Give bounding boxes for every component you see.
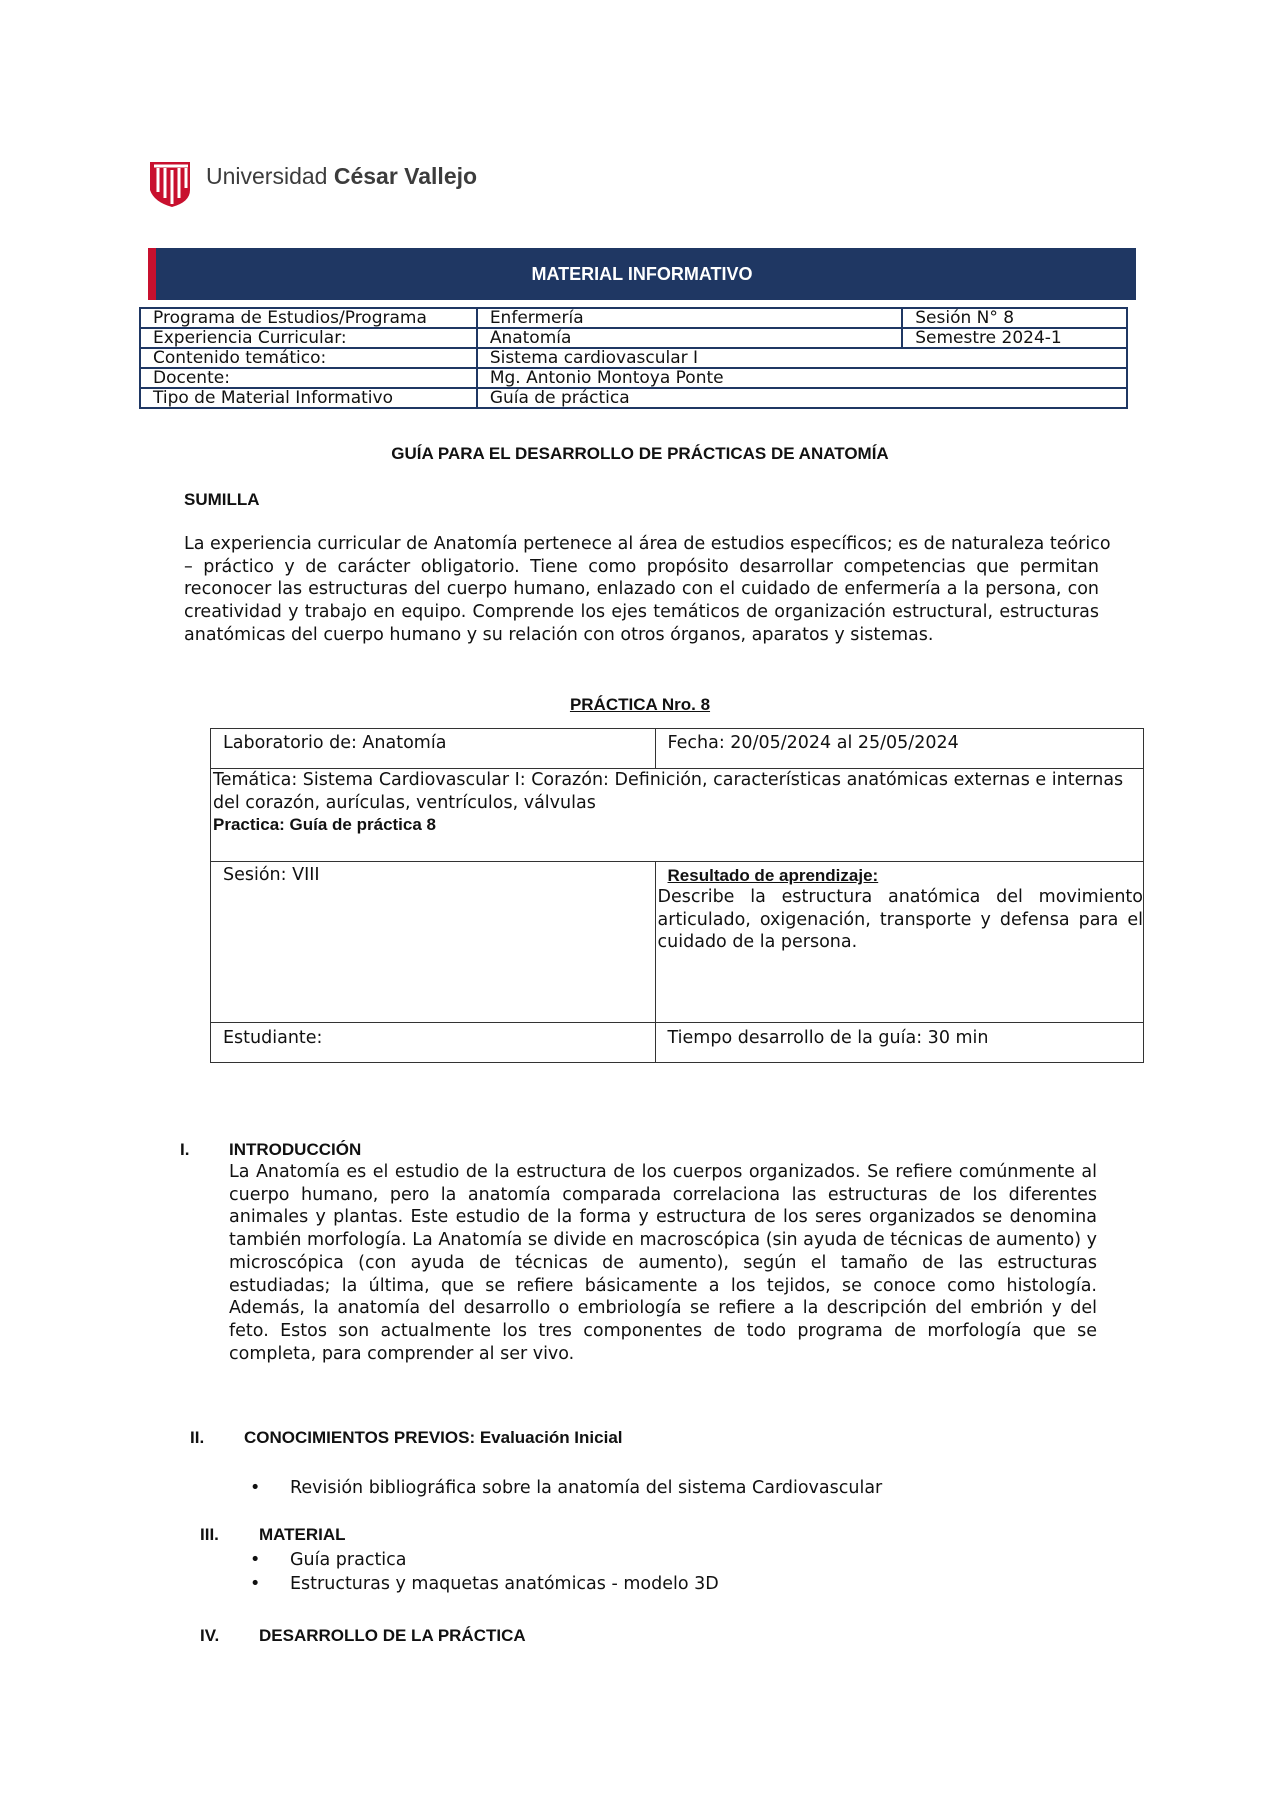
resultado-heading: Resultado de aprendizaje:: [667, 866, 879, 885]
fecha-cell: [655, 729, 1143, 769]
bullet-icon: •: [250, 1574, 261, 1594]
tiempo-cell: [655, 1023, 1143, 1063]
estudiante-text: Estudiante:: [223, 1028, 323, 1048]
info-value: Guía de práctica: [477, 388, 1127, 408]
section-number: II.: [190, 1428, 205, 1447]
list-item: [250, 1550, 407, 1570]
sesion-cell: [211, 862, 656, 1023]
material-banner: [148, 248, 1136, 300]
list-item-text: Guía practica: [290, 1550, 407, 1570]
list-item-text: Revisión bibliográfica sobre la anatomía del sistema Cardiovascular: [290, 1478, 883, 1498]
table-row: [211, 769, 1144, 862]
table-row: [140, 348, 1127, 368]
info-extra: Semestre 2024-1: [902, 328, 1127, 348]
laboratorio-cell: [211, 729, 656, 769]
section-number: III.: [200, 1525, 219, 1544]
info-value: Sistema cardiovascular I: [477, 348, 1127, 368]
document-title: GUÍA PARA EL DESARROLLO DE PRÁCTICAS DE ANATOMÍA: [391, 444, 889, 463]
table-row: [140, 368, 1127, 388]
sumilla-paragraph: [184, 533, 1111, 647]
material-heading: MATERIAL: [259, 1525, 346, 1544]
resultado-cell: [655, 862, 1143, 1023]
course-info-table: [139, 307, 1128, 409]
section-number: IV.: [200, 1626, 220, 1645]
info-value: Mg. Antonio Montoya Ponte: [477, 368, 1127, 388]
estudiante-cell: [211, 1023, 656, 1063]
table-row: [211, 1023, 1144, 1063]
banner-title: MATERIAL INFORMATIVO: [531, 264, 753, 284]
info-label: Contenido temático:: [140, 348, 477, 368]
section-number: I.: [180, 1140, 190, 1159]
practica-label: Practica: Guía de práctica 8: [213, 815, 436, 835]
tematica-cell: [211, 769, 1144, 862]
resultado-text: Describe la estructura anatómica del movimiento articulado, oxigenación, transporte y defensa para el cuidado de la persona.: [657, 887, 1143, 953]
info-label: Experiencia Curricular:: [140, 328, 477, 348]
list-item: [250, 1574, 719, 1594]
sumilla-heading: SUMILLA: [184, 490, 260, 509]
university-logo-text: [206, 163, 477, 190]
list-item: [250, 1478, 883, 1498]
intro-heading: INTRODUCCIÓN: [229, 1140, 362, 1159]
logo-text-bold: César Vallejo: [333, 163, 478, 189]
previos-heading: CONOCIMIENTOS PREVIOS: Evaluación Inicial: [244, 1428, 623, 1447]
info-label: Programa de Estudios/Programa: [140, 308, 477, 328]
university-logo-icon: [148, 160, 192, 208]
info-value: Anatomía: [477, 328, 902, 348]
info-label: Docente:: [140, 368, 477, 388]
sumilla-text: – práctico y de carácter obligatorio. Tiene como propósito desarrollar competencias que permitan reconocer las estructuras del cuerpo humano, enlazado con el cuidado de enfermería a la persona, con creatividad y trabajo en equipo. Comprende los ejes temáticos de organización estructural, estructuras anatómicas del cuerpo humano y su relación con otros órganos, aparatos y sistemas.: [184, 556, 1099, 645]
sumilla-first-line: La experiencia curricular de Anatomía pertenece al área de estudios específicos; es de naturaleza teórico: [184, 534, 1111, 554]
table-row: [140, 328, 1127, 348]
info-label: Tipo de Material Informativo: [140, 388, 477, 408]
list-item-text: Estructuras y maquetas anatómicas - modelo 3D: [290, 1574, 719, 1594]
logo-text-regular: Universidad: [206, 163, 328, 189]
bullet-icon: •: [250, 1478, 261, 1498]
practica-table: [210, 728, 1144, 1063]
desarrollo-heading: DESARROLLO DE LA PRÁCTICA: [259, 1626, 526, 1645]
table-row: [211, 729, 1144, 769]
table-row: [140, 388, 1127, 408]
info-value: Enfermería: [477, 308, 902, 328]
table-row: [140, 308, 1127, 328]
intro-paragraph: La Anatomía es el estudio de la estructura de los cuerpos organizados. Se refiere comúnmente al cuerpo humano, pero la anatomía comparada correlaciona las estructuras de los diferentes animales y plantas. Este estudio de la forma y estructura de los seres organizados se denomina también morfología. La Anatomía se divide en macroscópica (sin ayuda de técnicas de aumento) y microscópica (con ayuda de técnicas de aumento), según el tamaño de las estructuras estudiadas; la última, que se refiere básicamente a los tejidos, se conoce como histología. Además, la anatomía del desarrollo o embriología se refiere a la descripción del embrión y del feto. Estos son actualmente los tres componentes de todo programa de morfología que se completa, para comprender al ser vivo.: [229, 1162, 1097, 1364]
table-row: [211, 862, 1144, 1023]
sesion-text: Sesión: VIII: [223, 865, 320, 885]
practica-heading: PRÁCTICA Nro. 8: [569, 695, 711, 714]
tematica-text: Temática: Sistema Cardiovascular I: Corazón: Definición, características anatómicas externas e internas del corazón, aurículas, ventrículos, válvulas: [213, 770, 1124, 813]
info-extra: Sesión N° 8: [902, 308, 1127, 328]
fecha-text: Fecha: 20/05/2024 al 25/05/2024: [667, 733, 959, 753]
bullet-icon: •: [250, 1550, 261, 1570]
laboratorio-text: Laboratorio de: Anatomía: [223, 733, 447, 753]
tiempo-text: Tiempo desarrollo de la guía: 30 min: [667, 1028, 989, 1048]
